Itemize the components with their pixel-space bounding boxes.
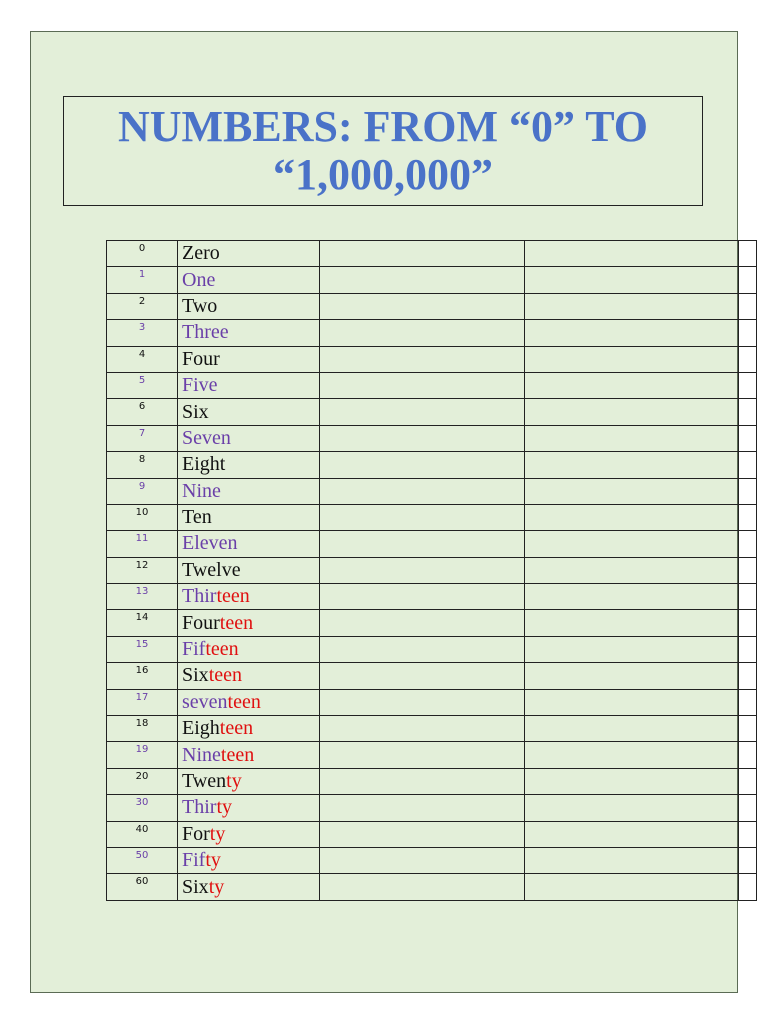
empty-cell — [320, 293, 525, 319]
word-base: Eigh — [182, 717, 220, 740]
empty-cell — [739, 795, 757, 821]
empty-cell — [320, 557, 525, 583]
word-base: seven — [182, 690, 228, 713]
word-base: For — [182, 822, 210, 845]
word-cell — [178, 716, 320, 742]
word-base: Five — [182, 374, 218, 397]
empty-cell — [320, 821, 525, 847]
word-suffix: teen — [219, 717, 254, 740]
numbers-table — [106, 240, 757, 901]
word-base: Two — [182, 294, 218, 317]
number-cell: 60 — [107, 874, 178, 900]
number-cell: 3 — [107, 320, 178, 346]
number-cell: 4 — [107, 346, 178, 372]
word-cell — [178, 821, 320, 847]
number-cell: 12 — [107, 557, 178, 583]
empty-cell — [739, 821, 757, 847]
empty-cell — [525, 320, 739, 346]
empty-cell — [320, 478, 525, 504]
word-cell — [178, 689, 320, 715]
word-cell — [178, 372, 320, 398]
word-cell — [178, 557, 320, 583]
empty-cell — [739, 346, 757, 372]
word-suffix: ty — [205, 849, 221, 872]
empty-cell — [320, 346, 525, 372]
number-cell: 14 — [107, 610, 178, 636]
table-row — [107, 478, 757, 504]
empty-cell — [739, 874, 757, 900]
empty-cell — [739, 241, 757, 267]
empty-cell — [739, 452, 757, 478]
number-cell: 11 — [107, 531, 178, 557]
word-cell — [178, 320, 320, 346]
word-suffix: teen — [208, 664, 242, 687]
word-base: Six — [182, 400, 209, 423]
table-row — [107, 557, 757, 583]
empty-cell — [320, 399, 525, 425]
number-cell: 2 — [107, 293, 178, 319]
empty-cell — [320, 742, 525, 768]
word-base: Six — [182, 875, 209, 898]
number-cell: 6 — [107, 399, 178, 425]
empty-cell — [320, 610, 525, 636]
word-suffix: teen — [227, 690, 261, 713]
word-cell — [178, 636, 320, 662]
word-suffix: ty — [209, 822, 226, 845]
empty-cell — [525, 663, 739, 689]
table-row — [107, 425, 757, 451]
table-row — [107, 504, 757, 530]
empty-cell — [739, 742, 757, 768]
empty-cell — [525, 452, 739, 478]
empty-cell — [739, 610, 757, 636]
table-row — [107, 452, 757, 478]
empty-cell — [739, 399, 757, 425]
word-cell — [178, 610, 320, 636]
empty-cell — [739, 478, 757, 504]
word-base: Six — [182, 664, 209, 687]
table-row — [107, 847, 757, 873]
empty-cell — [525, 425, 739, 451]
table-row — [107, 241, 757, 267]
number-cell: 50 — [107, 847, 178, 873]
empty-cell — [525, 610, 739, 636]
word-suffix: ty — [208, 875, 225, 898]
word-cell — [178, 346, 320, 372]
empty-cell — [525, 346, 739, 372]
empty-cell — [320, 768, 525, 794]
word-cell — [178, 795, 320, 821]
word-base: Twen — [182, 770, 227, 792]
word-cell — [178, 293, 320, 319]
word-base: Fif — [182, 638, 206, 661]
table-row — [107, 742, 757, 768]
empty-cell — [739, 663, 757, 689]
word-base: One — [182, 268, 216, 291]
word-base: Thir — [182, 796, 217, 819]
empty-cell — [525, 821, 739, 847]
number-cell: 17 — [107, 689, 178, 715]
empty-cell — [320, 689, 525, 715]
number-cell: 20 — [107, 768, 178, 794]
table-row — [107, 874, 757, 900]
empty-cell — [739, 531, 757, 557]
empty-cell — [739, 768, 757, 794]
word-cell — [178, 425, 320, 451]
number-cell: 0 — [107, 241, 178, 267]
empty-cell — [525, 636, 739, 662]
table-row — [107, 320, 757, 346]
table-row — [107, 689, 757, 715]
empty-cell — [320, 267, 525, 293]
empty-cell — [525, 241, 739, 267]
empty-cell — [525, 716, 739, 742]
table-row — [107, 663, 757, 689]
word-base: Twelve — [182, 558, 241, 581]
table-row — [107, 636, 757, 662]
word-suffix: ty — [216, 796, 232, 819]
empty-cell — [739, 847, 757, 873]
word-cell — [178, 768, 320, 794]
word-cell — [178, 399, 320, 425]
empty-cell — [320, 452, 525, 478]
empty-cell — [739, 557, 757, 583]
table-row — [107, 267, 757, 293]
empty-cell — [525, 531, 739, 557]
table-row — [107, 610, 757, 636]
empty-cell — [525, 689, 739, 715]
empty-cell — [525, 874, 739, 900]
empty-cell — [320, 320, 525, 346]
word-cell — [178, 241, 320, 267]
word-suffix: teen — [219, 611, 254, 634]
word-cell — [178, 478, 320, 504]
empty-cell — [525, 742, 739, 768]
word-base: Eleven — [182, 532, 238, 555]
number-cell: 8 — [107, 452, 178, 478]
word-base: Seven — [182, 426, 231, 449]
title-line-1: NUMBERS: FROM “0” TO — [117, 102, 649, 151]
empty-cell — [739, 425, 757, 451]
empty-cell — [739, 636, 757, 662]
table-row — [107, 716, 757, 742]
empty-cell — [739, 504, 757, 530]
word-suffix: teen — [216, 585, 250, 608]
word-cell — [178, 874, 320, 900]
number-cell: 9 — [107, 478, 178, 504]
empty-cell — [525, 795, 739, 821]
empty-cell — [320, 636, 525, 662]
empty-cell — [525, 399, 739, 425]
number-cell: 1 — [107, 267, 178, 293]
word-suffix: ty — [226, 770, 242, 792]
empty-cell — [320, 531, 525, 557]
table-row — [107, 531, 757, 557]
numbers-table-body — [107, 241, 757, 901]
number-cell: 18 — [107, 716, 178, 742]
empty-cell — [525, 847, 739, 873]
number-cell: 30 — [107, 795, 178, 821]
number-cell: 19 — [107, 742, 178, 768]
title-box — [63, 96, 703, 206]
empty-cell — [525, 293, 739, 319]
word-base: Thir — [182, 585, 217, 608]
word-base: Nine — [182, 479, 221, 502]
empty-cell — [525, 557, 739, 583]
empty-cell — [739, 716, 757, 742]
empty-cell — [525, 584, 739, 610]
empty-cell — [320, 584, 525, 610]
empty-cell — [525, 504, 739, 530]
number-cell: 7 — [107, 425, 178, 451]
number-cell: 10 — [107, 504, 178, 530]
number-cell: 16 — [107, 663, 178, 689]
word-suffix: teen — [220, 743, 255, 766]
word-cell — [178, 531, 320, 557]
empty-cell — [739, 267, 757, 293]
table-row — [107, 346, 757, 372]
word-base: Fif — [182, 849, 206, 872]
number-cell: 15 — [107, 636, 178, 662]
word-cell — [178, 584, 320, 610]
empty-cell — [739, 320, 757, 346]
empty-cell — [320, 372, 525, 398]
empty-cell — [320, 716, 525, 742]
word-cell — [178, 742, 320, 768]
table-row — [107, 293, 757, 319]
empty-cell — [525, 768, 739, 794]
table-row — [107, 399, 757, 425]
number-cell: 13 — [107, 584, 178, 610]
word-base: Eight — [182, 453, 226, 476]
word-suffix: teen — [205, 638, 239, 661]
empty-cell — [320, 425, 525, 451]
word-base: Four — [182, 347, 220, 370]
empty-cell — [739, 584, 757, 610]
word-cell — [178, 504, 320, 530]
empty-cell — [525, 478, 739, 504]
empty-cell — [739, 293, 757, 319]
table-row — [107, 372, 757, 398]
word-base: Ten — [182, 506, 212, 529]
number-cell: 40 — [107, 821, 178, 847]
word-base: Zero — [182, 242, 220, 265]
table-row — [107, 584, 757, 610]
empty-cell — [525, 267, 739, 293]
table-row — [107, 821, 757, 847]
empty-cell — [320, 847, 525, 873]
table-row — [107, 795, 757, 821]
empty-cell — [739, 372, 757, 398]
empty-cell — [739, 689, 757, 715]
word-cell — [178, 663, 320, 689]
word-base: Three — [182, 321, 229, 344]
table-row — [107, 768, 757, 794]
title-line-2: “1,000,000” — [273, 150, 493, 199]
empty-cell — [320, 241, 525, 267]
empty-cell — [525, 372, 739, 398]
word-cell — [178, 847, 320, 873]
empty-cell — [320, 874, 525, 900]
empty-cell — [320, 504, 525, 530]
word-base: Nine — [182, 743, 221, 766]
empty-cell — [320, 795, 525, 821]
word-cell — [178, 452, 320, 478]
word-cell — [178, 267, 320, 293]
number-cell: 5 — [107, 372, 178, 398]
word-base: Four — [182, 611, 220, 634]
empty-cell — [320, 663, 525, 689]
